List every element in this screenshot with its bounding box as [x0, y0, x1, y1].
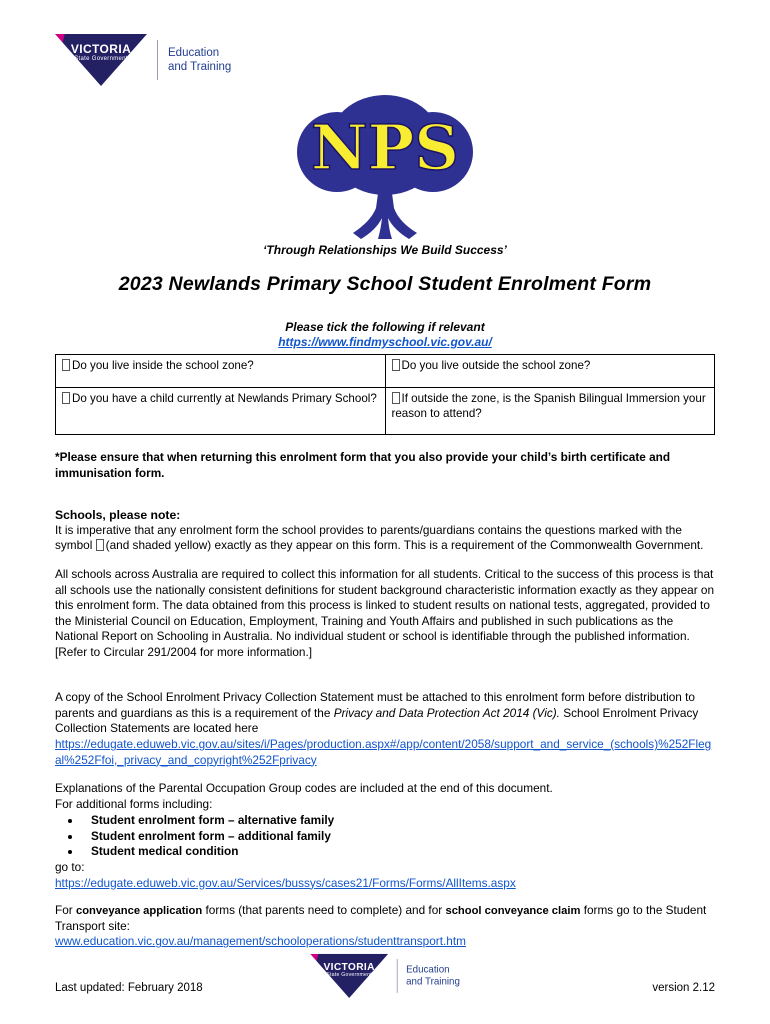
dept-line-2: and Training: [168, 61, 232, 73]
list-item-label: Student enrolment form – alternative family: [91, 813, 335, 828]
student-transport-link[interactable]: www.education.vic.gov.au/management/schooloperations/studenttransport.htm: [55, 934, 466, 949]
victoria-state-government-logo: [55, 34, 715, 86]
transport-paragraph: [55, 903, 715, 934]
document-header: [55, 34, 715, 86]
nps-tree-icon: [295, 90, 475, 240]
checkbox-symbol-icon: [96, 539, 104, 551]
paragraph-text: forms go to the Student Transport site:: [55, 903, 707, 933]
cases21-forms-link[interactable]: https://edugate.eduweb.vic.gov.au/Services/bussys/cases21/Forms/Forms/AllItems.aspx: [55, 875, 516, 890]
school-motto: ‘Through Relationships We Build Success’: [263, 243, 507, 257]
victoria-logo-wordmark: VICTORIA: [70, 42, 132, 56]
dept-line-2: and Training: [406, 976, 460, 987]
paragraph-text: A copy of the School Enrolment Privacy Collection Statement must be attached to this enrolment form before distribution to parents and guardians as this is a requirement of the: [55, 690, 695, 720]
table-row: [56, 355, 715, 388]
checkbox-icon[interactable]: [62, 392, 70, 404]
question-text: If outside the zone, is the Spanish Bilingual Immersion your reason to attend?: [391, 392, 706, 421]
logo-divider: [157, 40, 158, 80]
privacy-paragraph: [55, 690, 715, 737]
list-item: [82, 829, 715, 845]
question-text: Do you live inside the school zone?: [72, 359, 254, 372]
pog-explanations-text: Explanations of the Parental Occupation Group codes are included at the end of this document.: [55, 781, 553, 796]
checkbox-icon[interactable]: [392, 392, 400, 404]
version-text: version 2.12: [652, 982, 715, 994]
goto-label: go to:: [55, 859, 85, 874]
schools-note-heading: Schools, please note:: [55, 507, 181, 522]
table-row: [56, 388, 715, 435]
additional-forms-intro: For additional forms including:: [55, 796, 213, 811]
nps-school-logo: [295, 90, 475, 240]
checkbox-icon[interactable]: [62, 359, 70, 371]
question-text: Do you live outside the school zone?: [401, 359, 591, 372]
victoria-logo-subtext: State Government: [326, 972, 372, 978]
paragraph-text: For: [55, 903, 76, 918]
list-item: [82, 844, 715, 860]
document-footer: [55, 944, 715, 1000]
victoria-logo-wordmark: VICTORIA: [323, 960, 375, 973]
table-cell-inside-zone: [56, 355, 386, 388]
paragraph-text: School Enrolment Privacy Collection Statements are located here: [55, 705, 699, 736]
table-cell-outside-zone: [385, 355, 715, 388]
table-cell-bilingual-immersion: [385, 388, 715, 435]
zone-questions-table: [55, 354, 715, 435]
victoria-logo-mark: [55, 34, 147, 86]
privacy-statement-link[interactable]: https://edugate.eduweb.vic.gov.au/sites/i/Pages/production.aspx#/app/content/2058/support_and_service_(schools)%252Flegal%252Ffoi,_privacy_and_copyright%252Fprivacy: [55, 737, 712, 767]
privacy-act-title: Privacy and Data Protection Act 2014 (Vic).: [333, 705, 560, 720]
victoria-logo-subtext: State Government: [74, 56, 128, 62]
dept-line-1: Education: [168, 46, 220, 59]
findmyschool-link[interactable]: https://www.findmyschool.vic.gov.au/: [278, 335, 492, 349]
page-title: 2023 Newlands Primary School Student Enrolment Form: [118, 273, 652, 295]
return-note: *Please ensure that when returning this enrolment form that you also provide your child’s birth certificate and immunisation form.: [55, 450, 671, 480]
last-updated-text: Last updated: February 2018: [55, 982, 203, 994]
additional-forms-list: [82, 813, 715, 860]
checkbox-icon[interactable]: [392, 359, 400, 371]
paragraph-text: forms (that parents need to complete) and for: [202, 903, 446, 918]
schools-note-paragraph-2: All schools across Australia are required to collect this information for all students. Critical to the success of this process is that all schools use the nationally consistent definitions for student background characteristic information exactly as they appear on this enrolment form. The data obtained from this process is linked to student results on national tests, aggregated, provided to the Ministerial Council on Education, Employment, Training and Youth Affairs and published in such publications as the National Report on Schooling in Australia. No individual student or school is identifiable through the published information. [Refer to Circular 291/2004 for more information.]: [55, 566, 715, 659]
education-and-training-label: [168, 46, 231, 75]
conveyance-application-label: conveyance application: [75, 905, 203, 918]
list-item-label: Student enrolment form – additional family: [91, 828, 331, 843]
table-cell-current-child: [56, 388, 386, 435]
footer-meta: [55, 982, 715, 994]
schools-note-paragraph-1: [55, 523, 715, 554]
dept-line-1: Education: [406, 964, 450, 975]
paragraph-text: It is imperative that any enrolment form the school provides to parents/guardians contains the questions marked with the symbol: [55, 522, 682, 553]
nps-logo-text: NPS: [310, 111, 460, 184]
school-conveyance-claim-label: school conveyance claim: [445, 905, 581, 918]
list-item: [82, 813, 715, 829]
paragraph-text: (and shaded yellow) exactly as they appear on this form. This is a requirement of the Commonwealth Government.: [105, 538, 704, 553]
tick-instruction: Please tick the following if relevant: [285, 320, 485, 334]
list-item-label: Student medical condition: [91, 844, 239, 859]
question-text: Do you have a child currently at Newlands Primary School?: [72, 392, 377, 405]
